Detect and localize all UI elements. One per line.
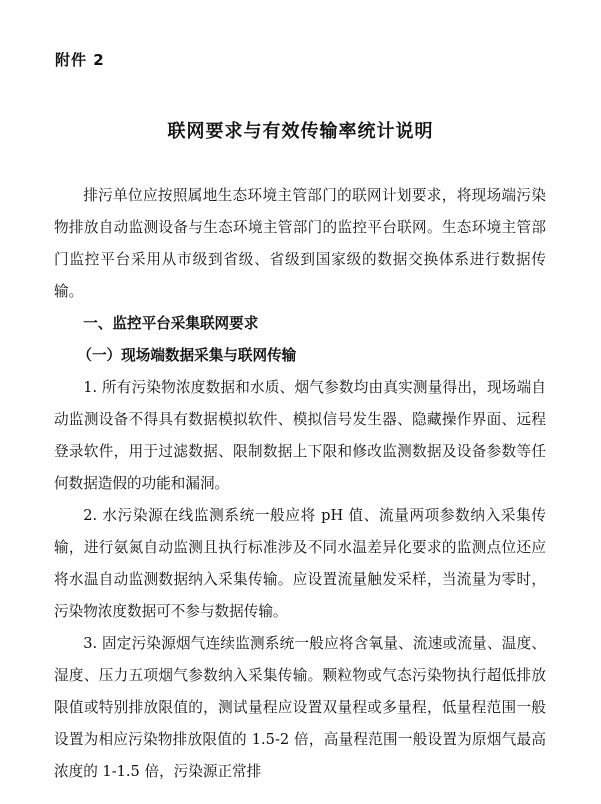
- paragraph-item-2: 2. 水污染源在线监测系统一般应将 pH 值、流量两项参数纳入采集传输，进行氨氮自动监测且执行标准涉及不同水温差异化要求的监测点位还应将水温自动监测数据纳入采集传输。应设置流量触发采样，当流量为零时，污染物浓度数据可不参与数据传输。: [54, 507, 546, 620]
- attachment-label: 附件 2: [55, 51, 105, 69]
- paragraph-item-1: 1. 所有污染物浓度数据和水质、烟气参数均由真实测量得出，现场端自动监测设备不得具有数据模拟软件、模拟信号发生器、隐藏操作界面、远程登录软件，用于过滤数据、限制数据上下限和修改监测数据及设备参数等任何数据造假的功能和漏洞。: [54, 379, 546, 492]
- section-heading-1: 一、监控平台采集联网要求: [83, 315, 259, 332]
- document-body: [54, 180, 546, 788]
- subsection-heading-1: （一）现场端数据采集与联网传输: [77, 347, 297, 364]
- intro-paragraph: 排污单位应按照属地生态环境主管部门的联网计划要求，将现场端污染物排放自动监测设备与生态环境主管部门的监控平台联网。生态环境主管部门监控平台采用从市级到省级、省级到国家级的数据交换体系进行数据传输。: [54, 187, 546, 300]
- paragraph-item-3: 3. 固定污染源烟气连续监测系统一般应将含氧量、流速或流量、温度、湿度、压力五项烟气参数纳入采集传输。颗粒物或气态污染物执行超低排放限值或特别排放限值的，测试量程应设置双量程或多量程，低量程范围一般设置为相应污染物排放限值的 1.5-2 倍，高量程范围一般设置为原烟气最高浓度的 1-1.5 倍，污染源正常排: [54, 635, 546, 780]
- document-title: 联网要求与有效传输率统计说明: [167, 121, 434, 142]
